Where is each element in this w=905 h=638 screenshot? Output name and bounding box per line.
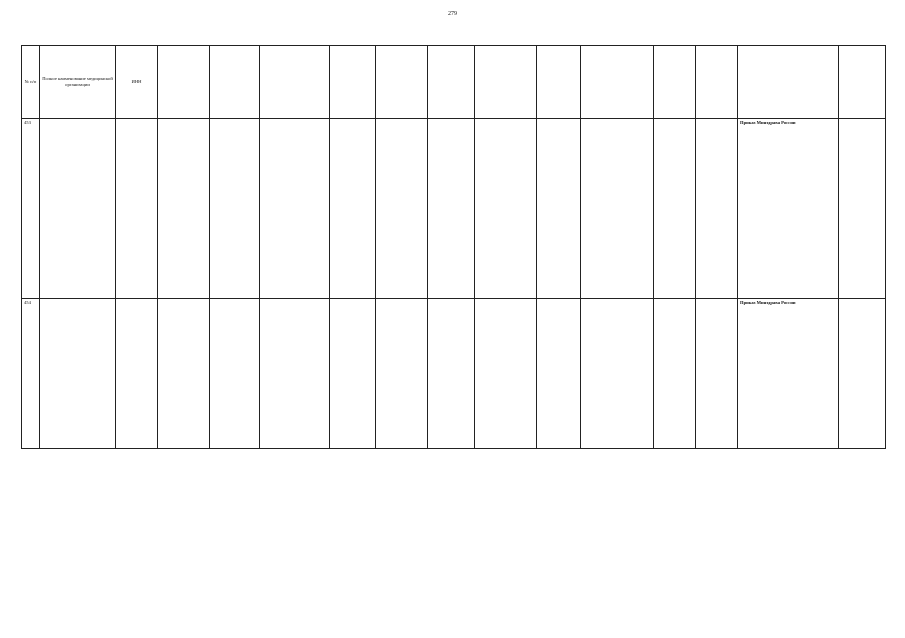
header-care-conditions <box>537 46 581 119</box>
cell-population <box>376 299 428 449</box>
cell-qty-planned <box>696 119 738 299</box>
cell-device-name <box>581 119 654 299</box>
header-building <box>210 46 260 119</box>
header-device-name <box>581 46 654 119</box>
page-number: 279 <box>448 11 457 17</box>
cell-device-name <box>581 299 654 449</box>
cell-qty-planned <box>696 299 738 449</box>
cell-address <box>260 119 330 299</box>
cell-num: 454 <box>22 299 40 449</box>
cell-care-conditions <box>537 119 581 299</box>
header-settlement <box>330 46 376 119</box>
header-qty-available <box>654 46 696 119</box>
cell-settlement <box>330 119 376 299</box>
header-row <box>22 46 886 119</box>
cell-org-type <box>158 119 210 299</box>
cell-inn <box>116 299 158 449</box>
header-inn: ИНН <box>116 46 158 119</box>
header-unit-name <box>428 46 475 119</box>
header-legal-act <box>738 46 839 119</box>
cell-address <box>260 299 330 449</box>
cell-legal-act: Приказ Минздрава России <box>738 119 839 299</box>
header-population <box>376 46 428 119</box>
header-num: № п/п <box>22 46 40 119</box>
cell-legal-act: Приказ Минздрава России <box>738 299 839 449</box>
cell-building <box>210 119 260 299</box>
cell-population <box>376 119 428 299</box>
cell-org-name <box>40 119 116 299</box>
cell-org-type <box>158 299 210 449</box>
header-org-type <box>158 46 210 119</box>
cell-planned-date <box>839 119 886 299</box>
header-org-name: Полное наименование медицинской организации <box>40 46 116 119</box>
equipment-table <box>21 45 886 449</box>
table-row <box>22 299 886 449</box>
cell-planned-date <box>839 299 886 449</box>
table-row <box>22 119 886 299</box>
cell-unit-name <box>428 119 475 299</box>
cell-unit-name <box>428 299 475 449</box>
header-planned-date <box>839 46 886 119</box>
cell-org-name <box>40 299 116 449</box>
cell-num: 453 <box>22 119 40 299</box>
cell-qty-available <box>654 299 696 449</box>
cell-building <box>210 299 260 449</box>
header-qty-planned <box>696 46 738 119</box>
cell-cabinet-type <box>475 119 537 299</box>
cell-qty-available <box>654 119 696 299</box>
header-address <box>260 46 330 119</box>
cell-care-conditions <box>537 299 581 449</box>
cell-inn <box>116 119 158 299</box>
cell-settlement <box>330 299 376 449</box>
header-cabinet-type <box>475 46 537 119</box>
cell-cabinet-type <box>475 299 537 449</box>
